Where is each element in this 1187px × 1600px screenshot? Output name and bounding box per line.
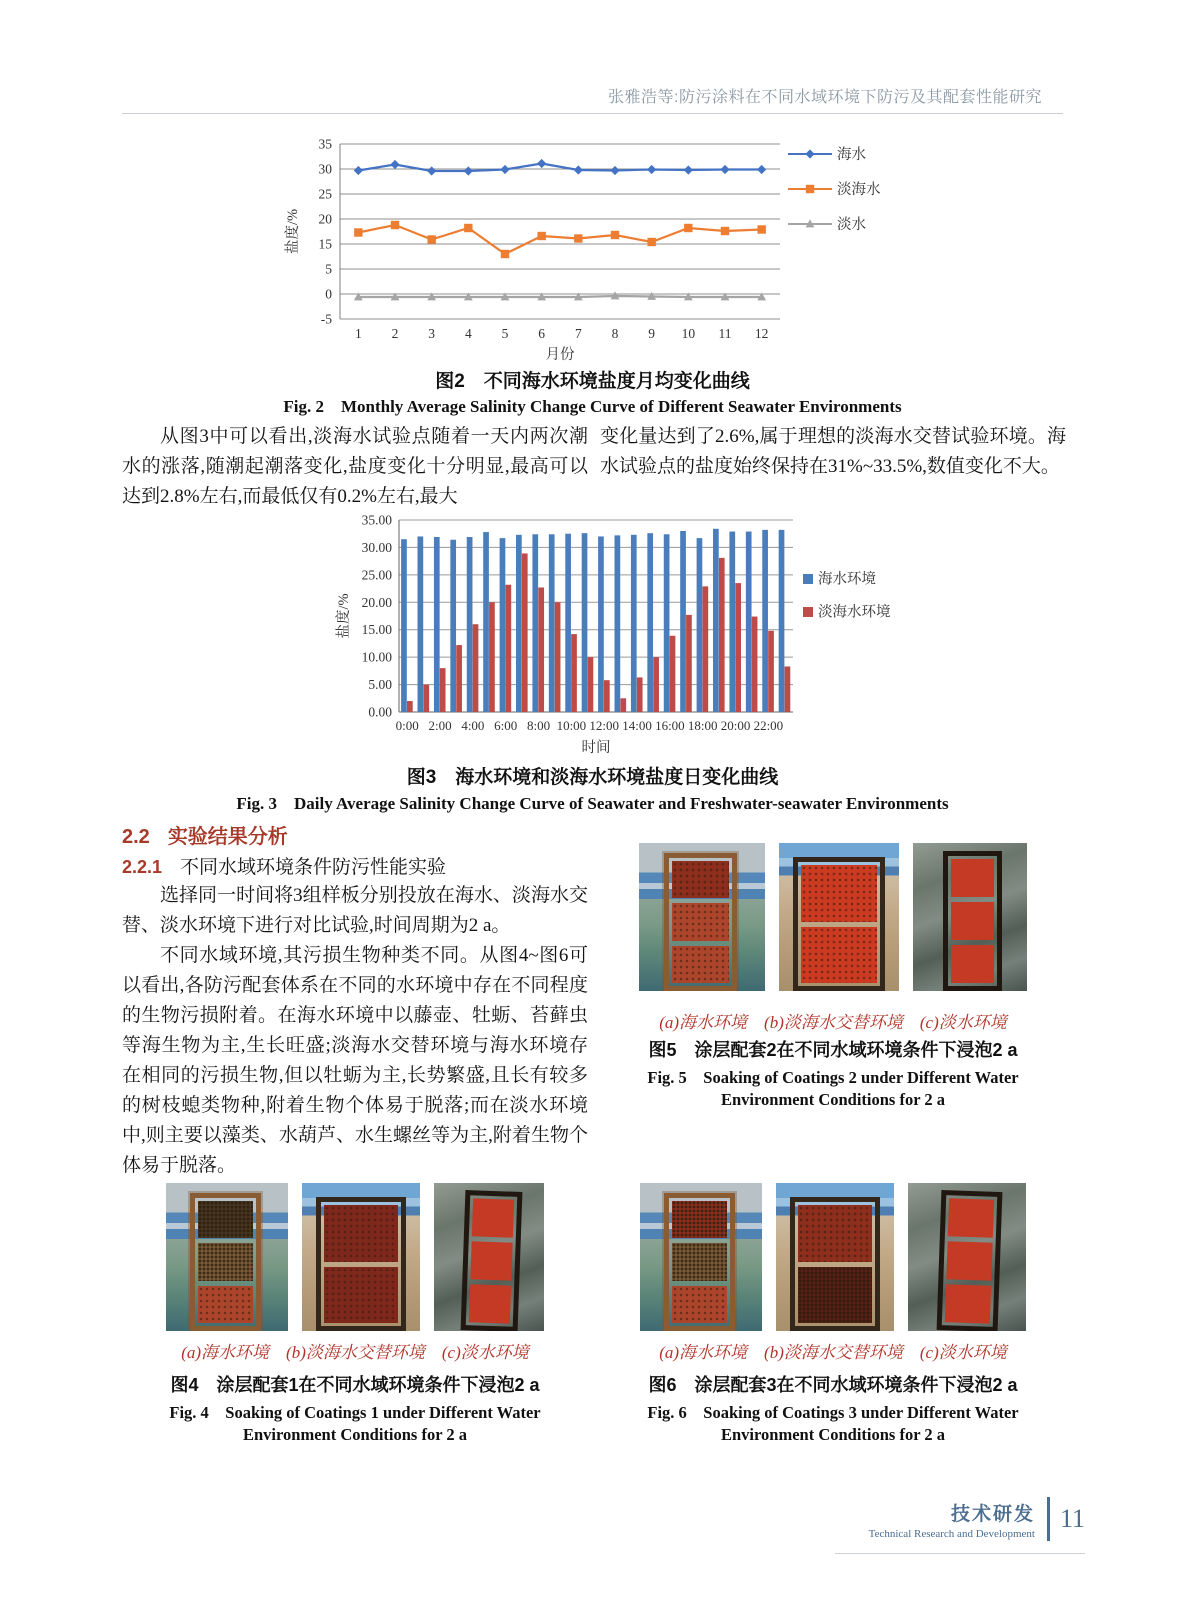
fig6-photo-b [776,1183,894,1331]
svg-text:22:00: 22:00 [753,718,784,733]
svg-text:0:00: 0:00 [395,718,419,733]
svg-text:淡水: 淡水 [837,217,866,233]
svg-text:16:00: 16:00 [655,718,685,733]
svg-text:6: 6 [538,326,546,341]
paragraph-1-left: 从图3中可以看出,淡海水试验点随着一天内两次潮水的涨落,随潮起潮落变化,盐度变化十分明显,最高可以达到2.8%左右,而最低仅有0.2%左右,最大 [122,426,588,507]
running-header: 张雅浩等:防污涂料在不同水域环境下防污及其配套性能研究 [608,89,1042,106]
svg-text:8:00: 8:00 [526,718,551,733]
fig4-caption-en-line1: Fig. 4 Soaking of Coatings 1 under Different Water [169,1403,541,1422]
fig6-photo-c [908,1183,1026,1331]
svg-text:9: 9 [648,326,656,341]
svg-text:5.00: 5.00 [368,677,392,693]
fig5-caption-en-line2: Environment Conditions for 2 a [720,1090,945,1109]
section-number: 2.2 [122,826,150,848]
fig4-photo-a [166,1183,288,1331]
fig6-caption-cn: 图6 涂层配套3在不同水域环境条件下浸泡2 a [648,1375,1018,1395]
svg-text:11: 11 [718,326,732,341]
svg-text:25.00: 25.00 [361,567,392,583]
svg-text:淡海水环境: 淡海水环境 [818,604,891,621]
header-rule [122,113,1063,114]
svg-text:时间: 时间 [581,740,611,756]
svg-text:10.00: 10.00 [361,649,392,665]
svg-text:6:00: 6:00 [494,718,518,733]
svg-text:淡海水: 淡海水 [837,182,881,198]
svg-text:14:00: 14:00 [622,718,652,733]
page-footer [700,1497,1085,1541]
svg-text:4:00: 4:00 [461,718,485,733]
fig2-caption-cn: 图2 不同海水环境盐度月均变化曲线 [435,371,750,392]
fig5-caption-cn: 图5 涂层配套2在不同水域环境条件下浸泡2 a [648,1040,1018,1060]
svg-text:10: 10 [681,326,696,341]
fig6-photo-row [600,1183,1066,1331]
svg-text:15.00: 15.00 [361,622,392,638]
svg-text:-5: -5 [320,311,332,327]
page-number: 11 [1059,1504,1085,1533]
fig2-salinity-line-chart [283,132,883,369]
svg-text:12:00: 12:00 [589,718,620,733]
svg-text:5: 5 [325,261,332,277]
fig5-photo-row [600,843,1066,991]
fig4-photo-c [434,1183,544,1331]
fig5-photo-b [779,843,899,991]
footer-section-en: Technical Research and Development [868,1527,1035,1540]
svg-text:海水环境: 海水环境 [818,571,876,588]
svg-text:7: 7 [574,326,582,341]
fig6-caption-en-line1: Fig. 6 Soaking of Coatings 3 under Different Water [647,1403,1019,1422]
subsection-heading [122,852,588,879]
svg-text:盐度/%: 盐度/% [336,593,352,639]
fig5-caption-en-line1: Fig. 5 Soaking of Coatings 2 under Different Water [647,1068,1019,1087]
svg-text:月份: 月份 [545,347,575,363]
section-title: 实验结果分析 [167,826,288,848]
section-heading [122,820,588,849]
svg-text:4: 4 [464,326,472,341]
footer-divider-bar [1047,1497,1050,1541]
svg-text:30.00: 30.00 [361,539,392,555]
paragraph-3: 不同水域环境,其污损生物种类不同。从图4~图6可以看出,各防污配套体系在不同的水环境中存在不同程度的生物污损附着。在海水环境中以藤壶、牡蛎、苔藓虫等海生物为主,生长旺盛;淡海水交替环境与海水环境存在相同的污损生物,但以牡蛎为主,长势繁盛,且长有较多的树枝螅类物种,附着生物个体易于脱落;而在淡水环境中,则主要以藻类、水葫芦、水生螺丝等为主,附着生物个体易于脱落。 [122,945,588,1176]
fig4-photo-row [122,1183,588,1331]
svg-text:0.00: 0.00 [368,704,392,720]
fig5-sublabels: (a)海水环境 (b)淡海水交替环境 (c)淡水环境 [659,1013,1007,1032]
svg-text:35: 35 [318,136,332,152]
svg-text:25: 25 [318,186,332,202]
fig3-caption-cn: 图3 海水环境和淡海水环境盐度日变化曲线 [406,767,779,788]
svg-text:盐度/%: 盐度/% [285,208,301,255]
svg-text:20: 20 [318,211,332,227]
subsection-number: 2.2.1 [122,857,163,877]
svg-text:2: 2 [391,326,399,341]
subsection-title: 不同水域环境条件防污性能实验 [180,857,447,878]
svg-text:18:00: 18:00 [687,718,718,733]
fig6-caption-en-line2: Environment Conditions for 2 a [720,1425,945,1444]
fig6-photo-a [640,1183,762,1331]
paragraph-1-right: 变化量达到了2.6%,属于理想的淡海水交替试验环境。海水试验点的盐度始终保持在31%~33.5%,数值变化不大。 [600,426,1066,477]
fig4-caption-cn: 图4 涂层配套1在不同水域环境条件下浸泡2 a [170,1375,540,1395]
svg-text:35.00: 35.00 [361,512,392,528]
footer-rule [835,1553,1085,1554]
svg-text:1: 1 [354,326,362,341]
fig5-photo-c [913,843,1027,991]
svg-text:30: 30 [318,161,332,177]
svg-text:3: 3 [428,326,436,341]
svg-text:8: 8 [611,326,619,341]
fig6-sublabels: (a)海水环境 (b)淡海水交替环境 (c)淡水环境 [659,1343,1007,1362]
fig2-caption-en: Fig. 2 Monthly Average Salinity Change Curve of Different Seawater Environments [283,397,902,416]
svg-text:2:00: 2:00 [428,718,452,733]
fig5-photo-a [639,843,765,991]
fig3-chart-svg [335,512,895,760]
fig4-caption-en-line2: Environment Conditions for 2 a [242,1425,467,1444]
fig4-sublabels: (a)海水环境 (b)淡海水交替环境 (c)淡水环境 [181,1343,529,1362]
svg-text:10:00: 10:00 [556,718,587,733]
fig2-chart-svg [283,132,883,364]
fig4-photo-b [302,1183,420,1331]
svg-text:0: 0 [325,286,332,302]
svg-text:15: 15 [318,236,332,252]
svg-text:20:00: 20:00 [720,718,751,733]
svg-text:海水: 海水 [837,147,866,163]
fig3-salinity-bar-chart [335,512,895,765]
footer-section-cn: 技术研发 [950,1503,1035,1525]
svg-text:20.00: 20.00 [361,594,392,610]
svg-text:5: 5 [501,326,509,341]
paragraph-2: 选择同一时间将3组样板分别投放在海水、淡海水交替、淡水环境下进行对比试验,时间周期为2 a。 [122,885,588,936]
svg-text:12: 12 [754,326,769,341]
fig3-caption-en: Fig. 3 Daily Average Salinity Change Curve of Seawater and Freshwater-seawater Environments [236,794,949,813]
